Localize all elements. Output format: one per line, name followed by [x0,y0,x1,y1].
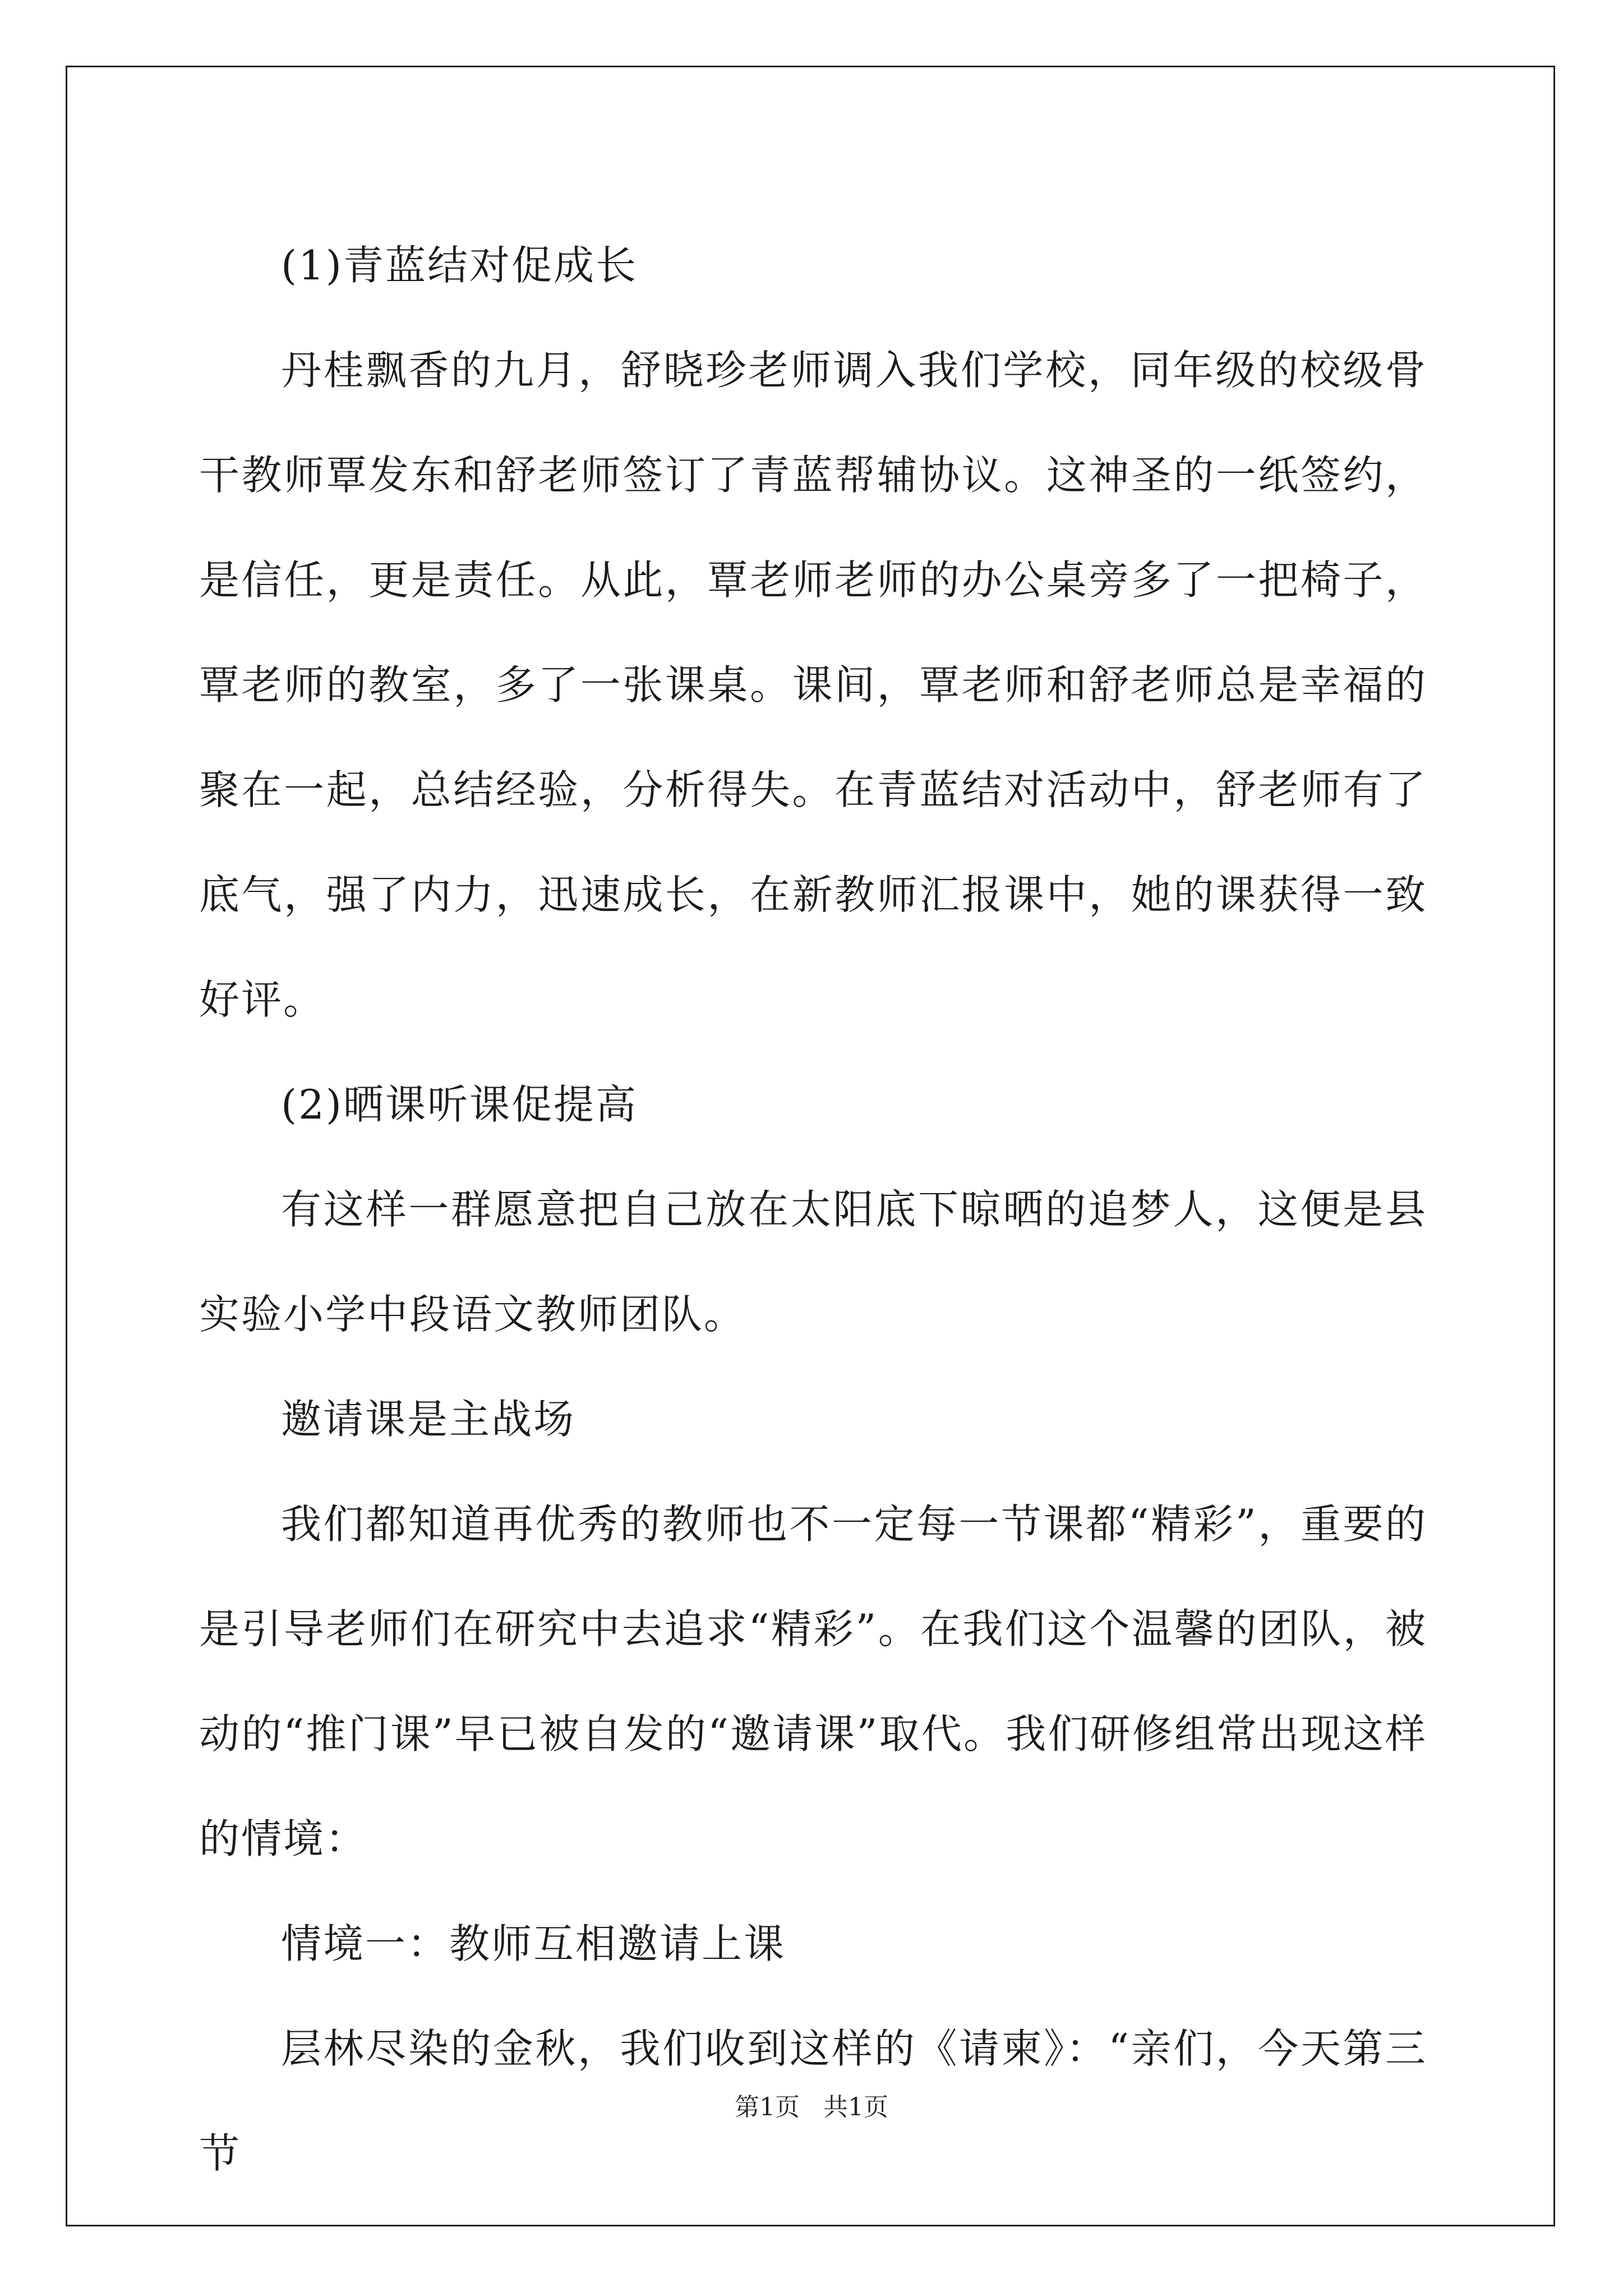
page-total: 共1页 [823,2093,888,2122]
paragraph: 有这样一群愿意把自己放在太阳底下晾晒的追梦人，这便是县实验小学中段语文教师团队。 [199,1186,1427,1338]
section-heading-1: (1)青蓝结对促成长 [281,242,638,289]
document-body [199,213,1427,2206]
paragraph: 我们都知道再优秀的教师也不一定每一节课都“精彩”，重要的是引导老师们在研究中去追求“精彩”。在我们这个温馨的团队，被动的“推门课”早已被自发的“邀请课”取代。我们研修组常出现这样的情境： [199,1501,1427,1862]
page-number: 第1页 [735,2093,800,2122]
paragraph: 丹桂飘香的九月，舒晓珍老师调入我们学校，同年级的校级骨干教师覃发东和舒老师签订了青蓝帮辅协议。这神圣的一纸签约，是信任，更是责任。从此，覃老师老师的办公桌旁多了一把椅子，覃老师的教室，多了一张课桌。课间，覃老师和舒老师总是幸福的聚在一起，总结经验，分析得失。在青蓝结对活动中，舒老师有了底气，强了内力，迅速成长，在新教师汇报课中，她的课获得一致好评。 [199,347,1427,1023]
section-heading-2: (2)晒课听课促提高 [281,1081,638,1128]
page-footer [0,2087,1623,2123]
paragraph: 层林尽染的金秋，我们收到这样的《请柬》：“亲们，今天第三节 [199,2025,1427,2177]
scenario-heading: 情境一：教师互相邀请上课 [281,1920,786,1967]
subsection-heading: 邀请课是主战场 [281,1396,576,1443]
